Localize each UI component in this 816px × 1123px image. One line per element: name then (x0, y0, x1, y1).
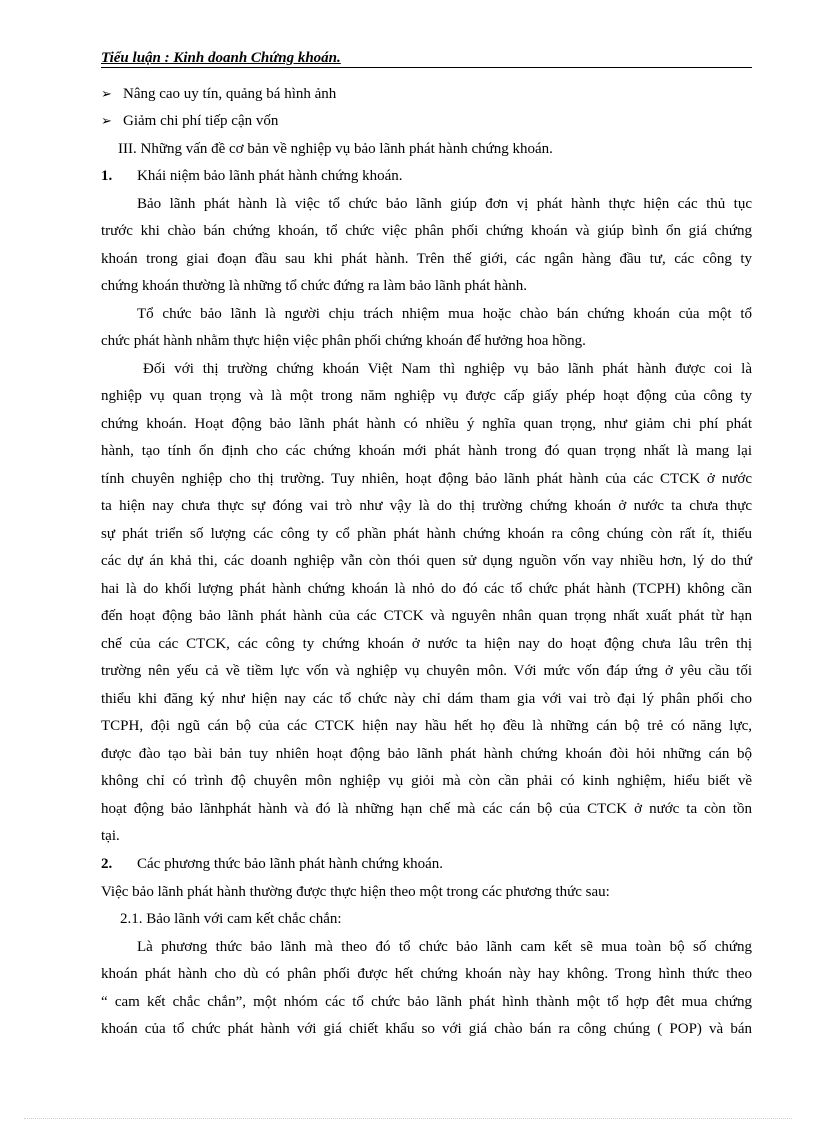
bullet-item: ➢ Giảm chi phí tiếp cận vốn (101, 111, 752, 131)
paragraph-line: tính chuyên nghiệp cho thị trường. Tuy nhiên, hoạt động bảo lãnh phát hành của các CTCK ở nước (101, 471, 752, 487)
paragraph-line: khoán của tổ chức phát hành với giá chiết khẩu so với giá chào bán ra công chúng ( POP) và bán (101, 1021, 752, 1037)
paragraph-line: Bảo lãnh phát hành là việc tổ chức bảo lãnh giúp đơn vị phát hành thực hiện các thủ tục (137, 196, 752, 212)
paragraph-line: Tổ chức bảo lãnh là người chịu trách nhiệm mua hoặc chào bán chứng khoán của một tổ (137, 306, 752, 322)
subsection-2-1-heading: 2.1. Bảo lãnh với cam kết chắc chắn: (120, 911, 342, 927)
paragraph-line: thiểu khi đăng ký như hiện nay các tổ chức này chỉ dám tham gia với vai trò đại lý phân phối cho (101, 691, 752, 707)
header-title: Tiểu luận : Kinh doanh Chứng khoán. (101, 50, 341, 66)
paragraph-line: các dự án khả thi, các doanh nghiệp vẫn còn thói quen sử dụng nguồn vốn vay nhiều hơn, lý do thứ (101, 553, 752, 569)
section-2-intro: Việc bảo lãnh phát hành thường được thực hiện theo một trong các phương thức sau: (101, 884, 610, 900)
section-title: Các phương thức bảo lãnh phát hành chứng khoán. (137, 856, 443, 872)
paragraph-line: chứng khoán. Hoạt động bảo lãnh phát hành có nhiều ý nghĩa quan trọng, như giảm chi phí phát (101, 416, 752, 432)
paragraph-line: trước khi chào bán chứng khoán, tổ chức việc phân phối chứng khoán và giúp bình ổn giá chứng (101, 223, 752, 239)
paragraph-line: Là phương thức bảo lãnh mà theo đó tổ chức bảo lãnh cam kết sẽ mua toàn bộ số chứng (137, 939, 752, 955)
paragraph-line: chế của các CTCK, các công ty chứng khoán ở nước ta hiện nay do hoạt động chưa lâu trên thị (101, 636, 752, 652)
paragraph-line: TCPH, đội ngũ cán bộ của các CTCK hiện nay hầu hết họ đều là những cán bộ trẻ có năng lực, (101, 718, 752, 734)
paragraph-line: hai là do khối lượng phát hành chứng khoán là nhỏ do đó các tổ chức phát hành (TCPH) không cần (101, 581, 752, 597)
paragraph-line: Đối với thị trường chứng khoán Việt Nam thì nghiệp vụ bảo lãnh phát hành được coi là (143, 361, 752, 377)
section-number: 2. (101, 856, 113, 872)
arrow-bullet-icon: ➢ (101, 114, 112, 129)
paragraph-line: được đào tạo bài bản tuy nhiên hoạt động bảo lãnh phát hành chứng khoán đòi hỏi những cán bộ (101, 746, 752, 762)
paragraph-line: khoán trong giai đoạn đầu sau khi phát hành. Trên thế giới, các ngân hàng đầu tư, các công ty (101, 251, 752, 267)
paragraph-line: đến hoạt động bảo lãnh phát hành của các CTCK và nguyên nhân quan trọng nhất xuất phát từ hạn (101, 608, 752, 624)
paragraph-line: hành, tạo tính ổn định cho các chứng khoán mới phát hành trong đó quan trọng nhất là mang lại (101, 443, 752, 459)
paragraph-line: sự phát triển số lượng các công ty cổ phần phát hành chứng khoán ra công chúng còn rất ít, thiếu (101, 526, 752, 542)
page-header (101, 49, 752, 68)
paragraph-line: chức phát hành nhằm thực hiện việc phân phối chứng khoán để hưởng hoa hồng. (101, 333, 586, 349)
section-1-heading (101, 166, 752, 186)
paragraph-line: “ cam kết chắc chắn”, một nhóm các tổ chức bảo lãnh phát hình thành một tổ hợp đêt mua chứng (101, 994, 752, 1010)
section-number: 1. (101, 168, 113, 184)
paragraph-line: tại. (101, 828, 120, 844)
page-bottom-divider (24, 1118, 792, 1119)
paragraph-line: hoạt động bảo lãnhphát hành và đó là những hạn chế mà các cán bộ của CTCK ở nước ta còn tồn (101, 801, 752, 817)
paragraph-line: ta hiện nay chưa thực sự đóng vai trò như vậy là do thị trường chứng khoán ở nước ta chưa thực (101, 498, 752, 514)
paragraph-line: không chỉ có trình độ chuyên môn nghiệp vụ giỏi mà còn cần phải có kinh nghiệm, hiểu biết về (101, 773, 752, 789)
bullet-item: ➢ Nâng cao uy tín, quảng bá hình ảnh (101, 84, 752, 104)
section-title: Khái niệm bảo lãnh phát hành chứng khoán. (137, 168, 403, 184)
section-2-heading (101, 854, 752, 874)
paragraph-line: chứng khoán thường là những tổ chức đứng ra làm bảo lãnh phát hành. (101, 278, 527, 294)
paragraph-line: khoán phát hành cho dù có phân phối được hết chứng khoán này hay không. Trong hình thức theo (101, 966, 752, 982)
section-III-heading: III. Những vấn đề cơ bản về nghiệp vụ bảo lãnh phát hành chứng khoán. (118, 141, 553, 157)
paragraph-line: trường nên yếu cả về tiềm lực vốn và nghiệp vụ chuyên môn. Với mức vốn đáp ứng ở yêu cầu tối (101, 663, 752, 679)
arrow-bullet-icon: ➢ (101, 87, 112, 102)
paragraph-line: nghiệp vụ quan trọng và là một trong năm nghiệp vụ được cấp giấy phép hoạt động của công ty (101, 388, 752, 404)
